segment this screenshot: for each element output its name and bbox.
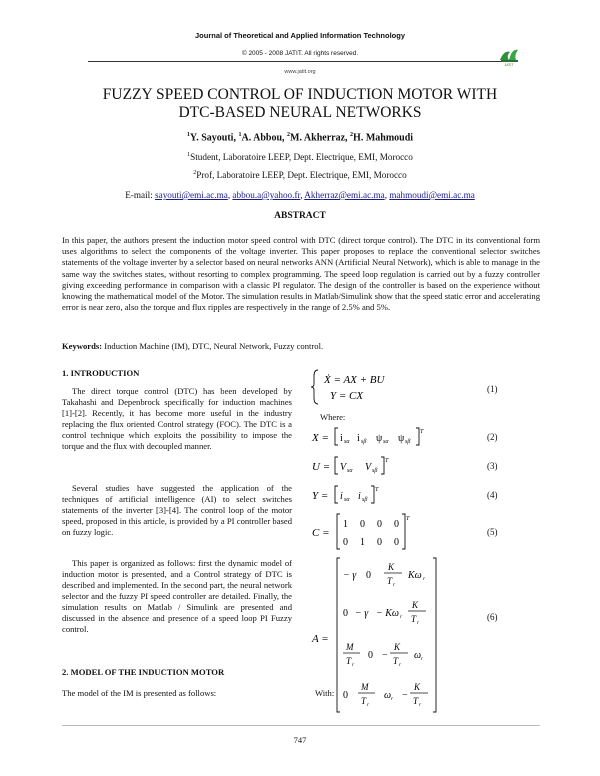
section-2-heading: 2. MODEL OF THE INDUCTION MOTOR (62, 667, 225, 677)
author-4-affil: 2 (350, 132, 354, 138)
email-link-1[interactable]: sayouti@emi.ac.ma (155, 190, 228, 200)
svg-text:ψ: ψ (376, 433, 383, 444)
footer-divider (62, 725, 540, 726)
svg-text:ω: ω (414, 650, 422, 661)
intro-paragraph-2: Several studies have suggested the application of the techniques of artificial intelligence (AI) to select switches statements of the inverter [3]-[4]. The control loop of the motor speed, proposed in this article, is provided by a PI controller based on fuzzy logic. (62, 483, 292, 537)
paper-title (40, 86, 560, 122)
svg-text:K: K (388, 562, 395, 572)
svg-text:T: T (387, 576, 393, 586)
equation-5-number: (5) (487, 527, 498, 537)
with-label: With: (315, 688, 335, 698)
intro-paragraph-1: The direct torque control (DTC) has been developed by Takahashi and Depenbrock specifically for induction machines [1]-[2]. Recently, it has become more useful in the industry replacing the flux oriented Control strategy (FOC). The DTC is a control technique which exploits the possibility to impose the torque and the flux with decoupled manner. (62, 386, 292, 451)
svg-text:0: 0 (343, 608, 348, 619)
email-label: E-mail: (125, 190, 156, 200)
svg-text:r: r (400, 614, 403, 620)
author-2: A. Abbou, (241, 132, 288, 144)
svg-text:T: T (393, 656, 399, 666)
affiliation-2 (0, 170, 600, 180)
author-2-affil: 1 (238, 132, 242, 138)
svg-text:V: V (340, 462, 347, 473)
equation-1-number: (1) (487, 384, 498, 394)
svg-text:0: 0 (377, 519, 382, 530)
svg-text:r: r (419, 702, 422, 708)
svg-text:Y = CX: Y = CX (330, 390, 364, 402)
email-link-4[interactable]: mahmoudi@emi.ac.ma (389, 190, 475, 200)
svg-text:r: r (352, 662, 355, 668)
svg-text:i: i (357, 433, 360, 444)
author-list (0, 132, 600, 143)
svg-text:Kω: Kω (408, 570, 422, 581)
svg-text:sβ: sβ (372, 468, 378, 474)
author-3-affil: 2 (287, 132, 291, 138)
title-line-2: DTC-BASED NEURAL NETWORKS (178, 104, 422, 121)
svg-text:r: r (393, 582, 396, 588)
svg-text:K: K (394, 642, 401, 652)
logo-label: JATIT (504, 63, 514, 67)
svg-text:T: T (385, 458, 389, 464)
page-number: 747 (293, 735, 307, 745)
equation-4-number: (4) (487, 490, 498, 500)
email-link-2[interactable]: abbou.a@yahoo.fr (232, 190, 301, 200)
copyright-notice: © 2005 - 2008 JATIT. All rights reserved. (241, 50, 359, 57)
where-label: Where: (320, 412, 346, 422)
svg-text:i: i (340, 491, 343, 502)
section-1-heading: 1. INTRODUCTION (62, 368, 140, 378)
svg-text:0: 0 (360, 519, 365, 530)
email-line: E-mail: sayouti@emi.ac.ma, abbou.a@yahoo.fr, Akherraz@emi.ac.ma, mahmoudi@emi.ac.ma (125, 190, 475, 200)
svg-text:ω: ω (384, 690, 392, 701)
svg-text:ψ: ψ (398, 433, 405, 444)
svg-text:−: − (402, 690, 408, 701)
affiliation-2-sup: 2 (193, 170, 197, 176)
svg-text:X =: X = (312, 432, 329, 444)
svg-text:M: M (346, 642, 354, 652)
svg-text:V: V (365, 462, 372, 473)
svg-text:0: 0 (343, 690, 348, 701)
svg-text:sβ: sβ (361, 439, 367, 445)
equation-3 (310, 455, 430, 477)
svg-text:T: T (361, 696, 367, 706)
intro-paragraph-3: This paper is organized as follows: first the dynamic model of induction motor is presented, and a Control strategy of DTC is described and implemented. In the second part, the neural network selector and the fuzzy PI speed controller are detailed. Finally, the simulation results on Matlab / Simulink are presented and discussed in the absence and presence of a speed loop PI Fuzzy control. (62, 558, 292, 634)
keywords-line (62, 341, 540, 351)
svg-text:0: 0 (366, 570, 371, 581)
journal-url[interactable]: www.jatit.org (284, 69, 316, 75)
author-3: M. Akherraz, (290, 132, 351, 144)
equation-6-number: (6) (487, 612, 498, 622)
svg-text:r: r (399, 662, 402, 668)
svg-text:sα: sα (383, 439, 389, 445)
svg-text:r: r (423, 576, 426, 582)
header-divider (88, 61, 512, 62)
svg-text:T: T (406, 516, 410, 522)
email-link-3[interactable]: Akherraz@emi.ac.ma (304, 190, 385, 200)
author-4: H. Mahmoudi (353, 132, 414, 144)
svg-text:T: T (411, 614, 417, 624)
affiliation-1-text: Student, Laboratoire LEEP, Dept. Electrique, EMI, Morocco (190, 152, 413, 163)
svg-text:r: r (421, 656, 424, 662)
svg-text:sα: sα (344, 497, 350, 503)
author-1: Y. Sayouti, (189, 132, 239, 144)
title-line-1: FUZZY SPEED CONTROL OF INDUCTION MOTOR WITH (102, 86, 498, 103)
svg-text:− γ: − γ (355, 608, 369, 619)
svg-text:A =: A = (312, 633, 329, 645)
equation-3-number: (3) (487, 461, 498, 471)
svg-text:r: r (367, 702, 370, 708)
equation-2 (310, 426, 490, 448)
svg-text:sβ: sβ (362, 497, 368, 503)
affiliation-1-sup: 1 (187, 152, 191, 158)
abstract-body: In this paper, the authors present the induction motor speed control with DTC (direct torque control). The DTC in its conventional form uses algorithms to select the components of the voltage inverter. This paper proposes to replace the conventional selector switches statements of the voltage inverter by a selector based on neural networks ANN (Artificial Neural Network), which is able to manage in the same way the switches states, without resorting to complex programming. The speed loop regulation is carried out by a fuzzy controller giving exceeding performance in comparison with a classic PI regulator. The design of the controller is based on the experience without knowing the mathematical model of the Motor. The simulation results in Matlab/Simulink show that the speed static error and accelerating error is near zero, also the torque and flux ripples are respectively in the range of 2.5% and 5%. (62, 235, 540, 313)
svg-text:0: 0 (377, 537, 382, 548)
svg-text:r: r (391, 696, 394, 702)
svg-text:sβ: sβ (405, 439, 411, 445)
svg-text:0: 0 (394, 519, 399, 530)
svg-text:C =: C = (312, 527, 330, 539)
svg-text:i: i (358, 491, 361, 502)
equation-2-number: (2) (487, 432, 498, 442)
svg-text:− Kω: − Kω (376, 608, 399, 619)
model-intro-text: The model of the IM is presented as follows: (62, 688, 217, 698)
svg-text:sα: sα (347, 468, 353, 474)
svg-text:Ẋ = AX + BU: Ẋ = AX + BU (324, 374, 385, 386)
svg-text:0: 0 (394, 537, 399, 548)
svg-text:K: K (414, 682, 421, 692)
svg-text:1: 1 (343, 519, 348, 530)
svg-text:sα: sα (344, 439, 350, 445)
author-1-affil: 1 (186, 132, 190, 138)
svg-text:0: 0 (368, 650, 373, 661)
keywords-text: Induction Machine (IM), DTC, Neural Network, Fuzzy control. (102, 341, 324, 351)
svg-text:U =: U = (312, 461, 331, 473)
svg-text:T: T (375, 487, 379, 493)
svg-text:K: K (412, 600, 419, 610)
svg-text:− γ: − γ (343, 570, 357, 581)
svg-text:i: i (340, 433, 343, 444)
abstract-heading: ABSTRACT (274, 211, 326, 221)
svg-text:T: T (420, 429, 424, 435)
svg-text:1: 1 (360, 537, 365, 548)
svg-text:−: − (382, 650, 388, 661)
svg-text:T: T (346, 656, 352, 666)
keywords-label: Keywords: (62, 341, 103, 351)
svg-text:M: M (361, 682, 369, 692)
affiliation-1 (0, 152, 600, 162)
svg-text:Y =: Y = (312, 490, 329, 502)
journal-title: Journal of Theoretical and Applied Information Technology (194, 31, 405, 40)
svg-text:r: r (417, 620, 420, 626)
svg-text:T: T (413, 696, 419, 706)
equation-5 (310, 512, 450, 552)
equation-4 (310, 484, 430, 506)
equation-1 (310, 368, 460, 406)
affiliation-2-text: Prof, Laboratoire LEEP, Dept. Electrique, EMI, Morocco (196, 170, 407, 181)
svg-text:0: 0 (343, 537, 348, 548)
